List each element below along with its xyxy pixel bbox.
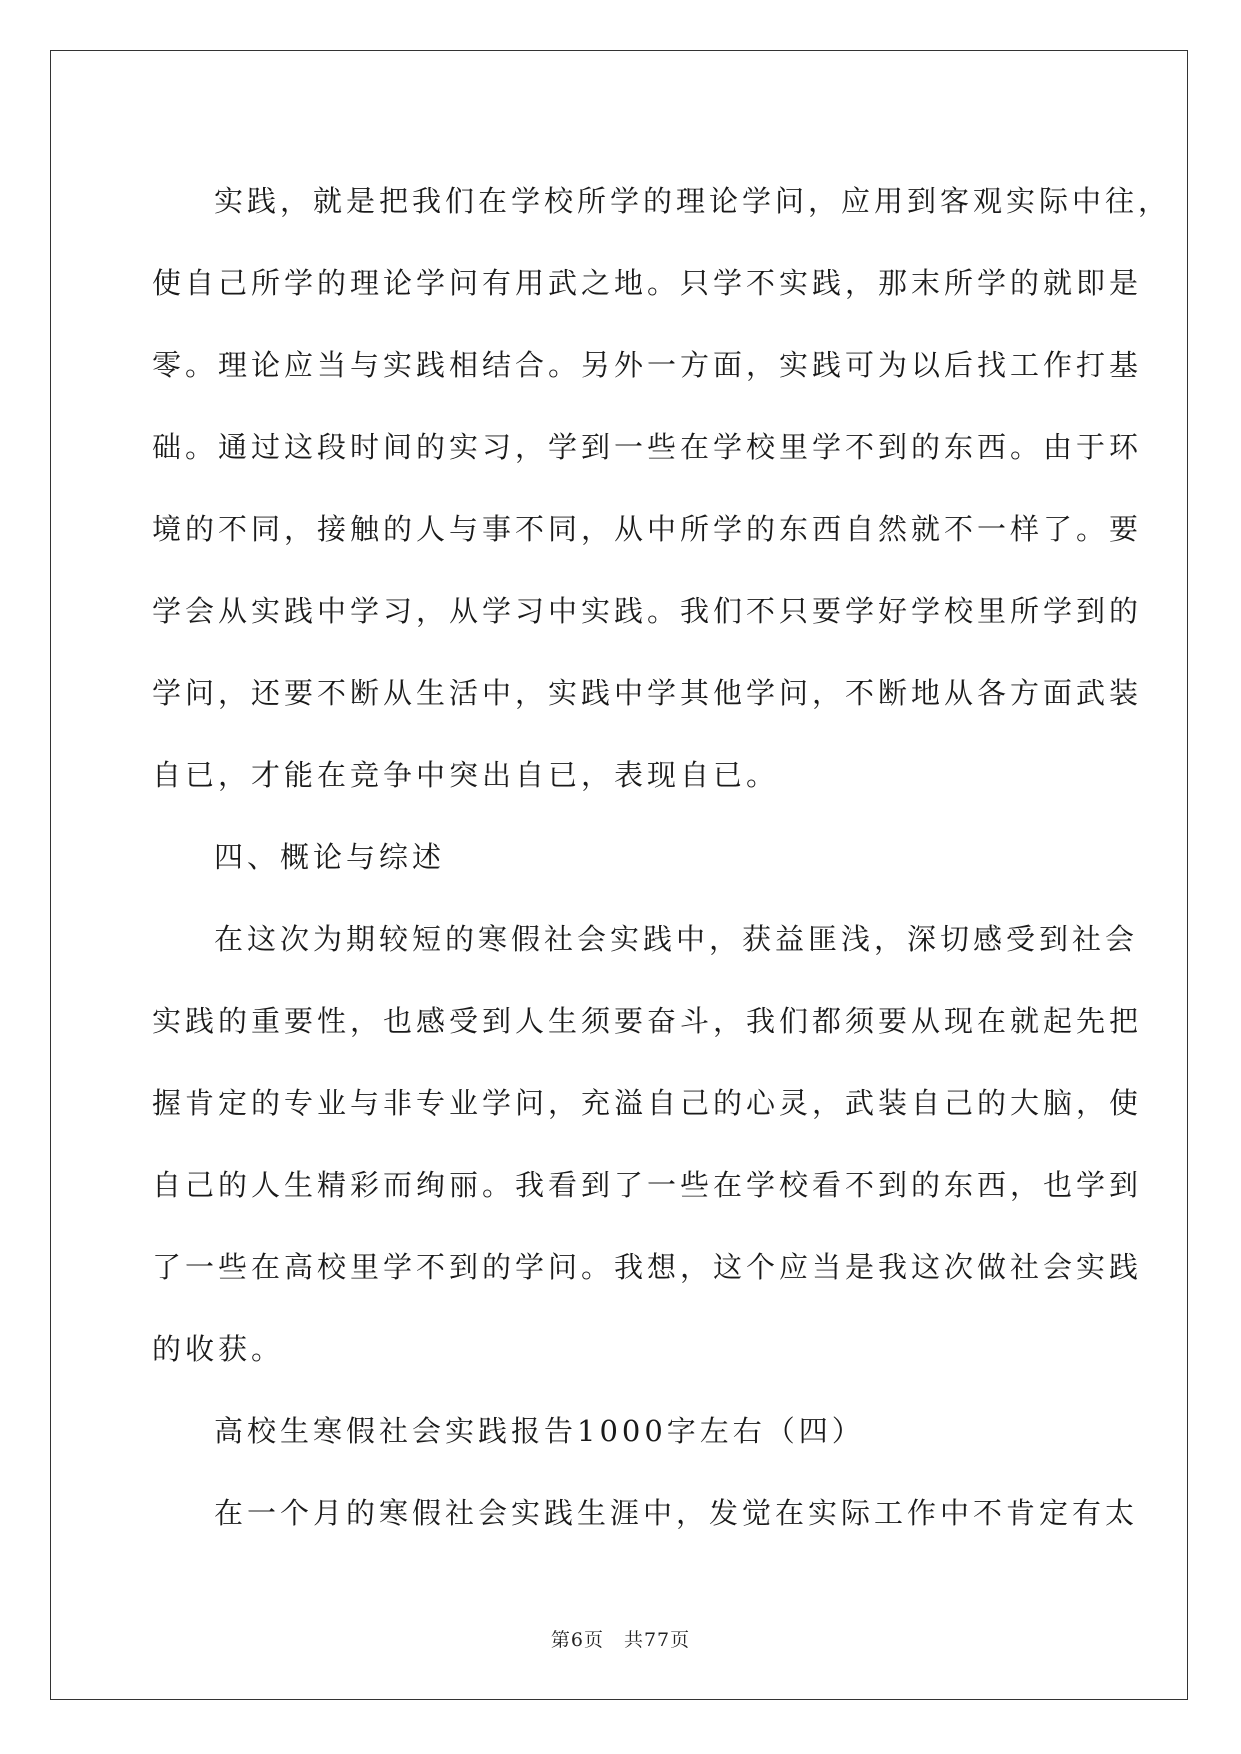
text-line: 握肯定的专业与非专业学问，充溢自己的心灵，武装自己的大脑，使 <box>152 1086 1143 1120</box>
text-line: 使自己所学的理论学问有用武之地。只学不实践，那末所学的就即是 <box>152 266 1143 300</box>
text-line: 实践，就是把我们在学校所学的理论学问，应用到客观实际中往， <box>214 184 1172 218</box>
page-footer: 第6页 共77页 <box>550 1629 691 1651</box>
text-line: 的收获。 <box>152 1332 285 1366</box>
text-line: 在这次为期较短的寒假社会实践中，获益匪浅，深切感受到社会 <box>214 922 1139 956</box>
document-body <box>152 160 1172 1554</box>
text-line: 学问，还要不断从生活中，实践中学其他学问，不断地从各方面武装 <box>152 676 1143 710</box>
section-heading: 四、概论与综述 <box>214 840 446 874</box>
text-line: 零。理论应当与实践相结合。另外一方面，实践可为以后找工作打基 <box>152 348 1143 382</box>
text-line: 实践的重要性，也感受到人生须要奋斗，我们都须要从现在就起先把 <box>152 1004 1143 1038</box>
section-title: 高校生寒假社会实践报告1000字左右（四） <box>214 1414 865 1448</box>
text-line: 在一个月的寒假社会实践生涯中，发觉在实际工作中不肯定有太 <box>214 1496 1139 1530</box>
text-line: 自已，才能在竞争中突出自已，表现自已。 <box>152 758 780 792</box>
text-line: 了一些在高校里学不到的学问。我想，这个应当是我这次做社会实践 <box>152 1250 1143 1284</box>
text-line: 境的不同，接触的人与事不同，从中所学的东西自然就不一样了。要 <box>152 512 1143 546</box>
text-line: 础。通过这段时间的实习，学到一些在学校里学不到的东西。由于环 <box>152 430 1143 464</box>
text-line: 自己的人生精彩而绚丽。我看到了一些在学校看不到的东西，也学到 <box>152 1168 1143 1202</box>
text-line: 学会从实践中学习，从学习中实践。我们不只要学好学校里所学到的 <box>152 594 1143 628</box>
